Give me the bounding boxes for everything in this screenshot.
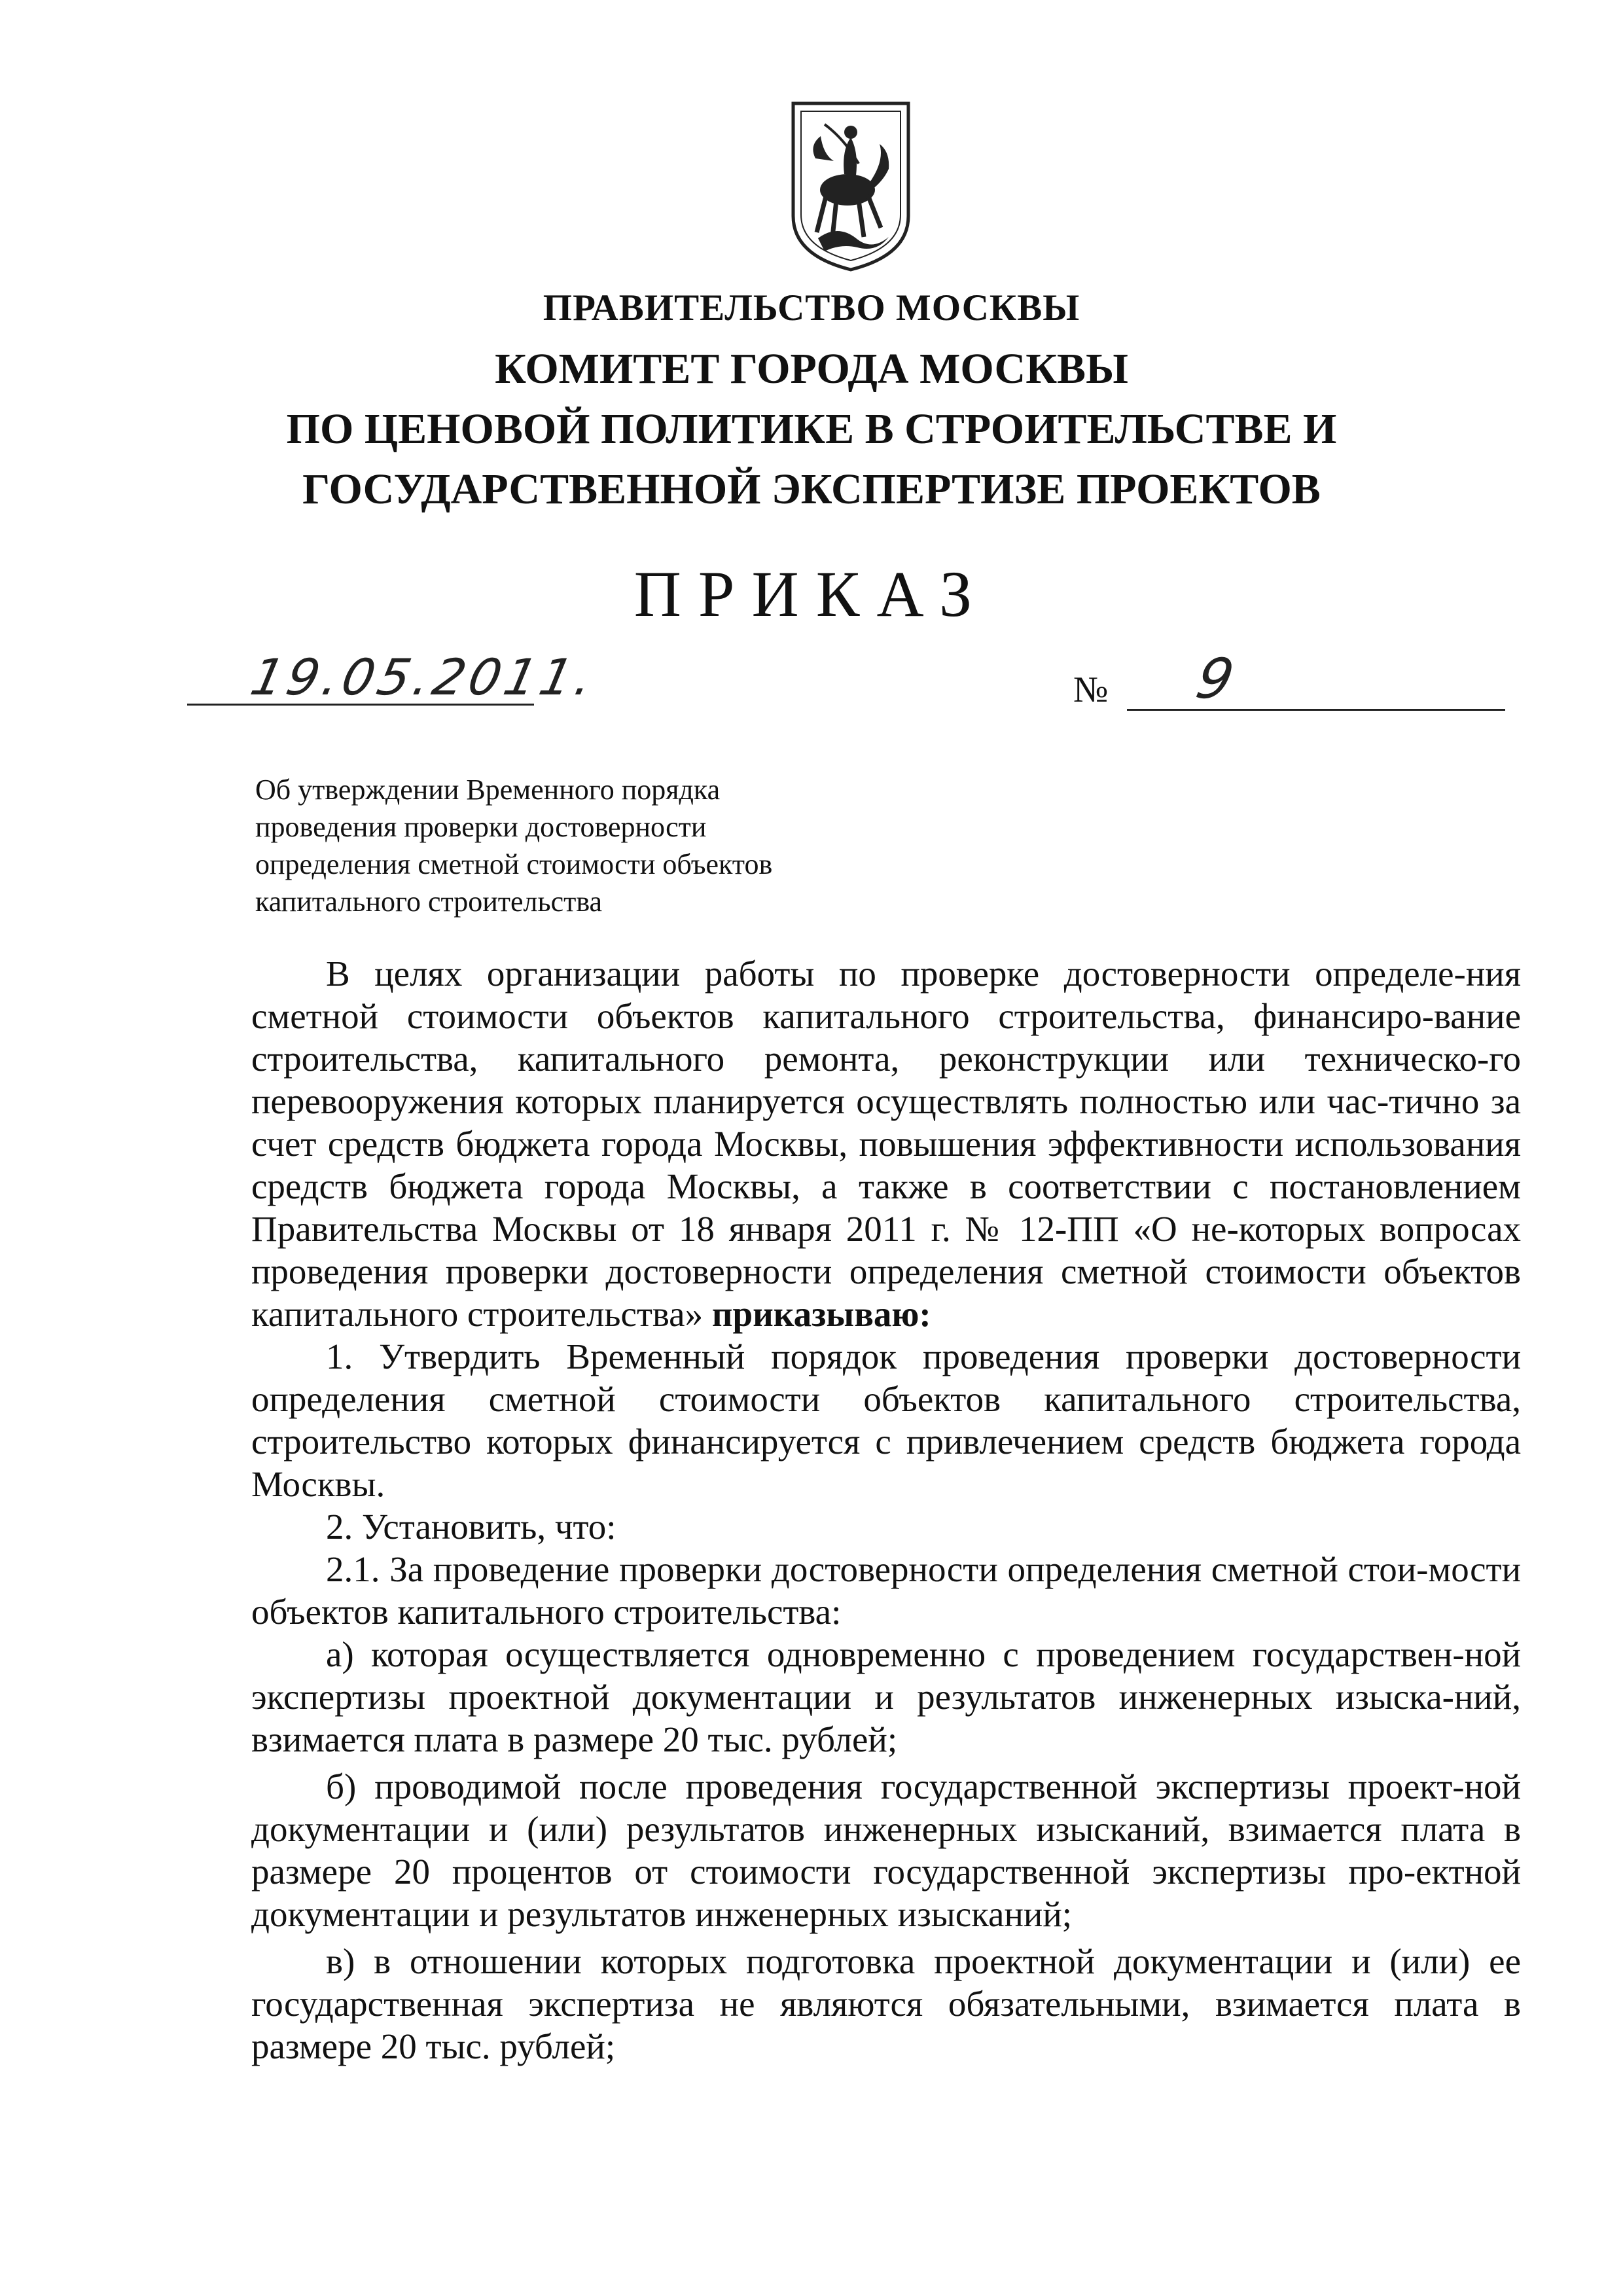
handwritten-date: 19.05.2011. xyxy=(245,648,602,706)
subject-line: Об утверждении Временного порядка xyxy=(255,774,721,806)
handwritten-number: 9 xyxy=(1190,647,1240,711)
moscow-coat-of-arms-emblem xyxy=(785,98,916,275)
subject-line: проведения проверки достоверности xyxy=(255,811,707,843)
government-title: ПРАВИТЕЛЬСТВО МОСКВЫ xyxy=(543,287,1080,329)
date-underline xyxy=(187,704,534,706)
number-underline xyxy=(1127,709,1505,711)
clause-2-1-a: а) которая осуществляется одновременно с проведением государствен-ной экспертизы проектной документации и результатов инженерных изыска-ний, взимается плата в размере 20 тыс. рублей; xyxy=(251,1634,1521,1759)
order-body xyxy=(251,952,1521,2068)
subject-line: капитального строительства xyxy=(255,886,603,918)
committee-title-line: ГОСУДАРСТВЕННОЙ ЭКСПЕРТИЗЕ ПРОЕКТОВ xyxy=(302,465,1321,513)
number-label: № xyxy=(1073,670,1109,710)
preamble-paragraph xyxy=(251,952,1521,1335)
committee-title-line: ПО ЦЕНОВОЙ ПОЛИТИКЕ В СТРОИТЕЛЬСТВЕ И xyxy=(286,405,1337,453)
committee-title-line: КОМИТЕТ ГОРОДА МОСКВЫ xyxy=(495,345,1128,393)
subject-line: определения сметной стоимости объектов xyxy=(255,848,773,880)
clause-2-1-b: б) проводимой после проведения государственной экспертизы проект-ной документации и (или) результатов инженерных изысканий, взимается плата в размере 20 процентов от стоимости государственной экспертизы про-ектной документации и результатов инженерных изысканий; xyxy=(251,1767,1521,1934)
committee-title xyxy=(0,339,1623,520)
preamble-text: В целях организации работы по проверке достоверности определе-ния сметной стоимости объектов капитального строительства, финансиро-вание строительства, капитального ремонта, реконструкции или техническо-го перевооружения которых планируется осуществлять полностью или час-тично за счет средств бюджета города Москвы, повышения эффективности использования средств бюджета города Москвы, а также в соответствии с постановлением Правительства Москвы от 18 января 2011 г. № 12-ПП «О не-которых вопросах проведения проверки достоверности определения сметной стоимости объектов капитального строительства» xyxy=(251,954,1521,1334)
order-subject xyxy=(255,771,772,920)
document-type-title: ПРИКАЗ xyxy=(633,558,990,630)
clause-2: 2. Установить, что: xyxy=(326,1507,616,1547)
clause-1: 1. Утвердить Временный порядок проведения проверки достоверности определения сметной стоимости объектов капитального строительства, строительство которых финансируется с привлечением средств бюджета города Москвы. xyxy=(251,1336,1521,1504)
order-directive: приказываю: xyxy=(711,1294,931,1334)
clause-2-1-v: в) в отношении которых подготовка проектной документации и (или) ее государственная экспертиза не являются обязательными, взимается плата в размере 20 тыс. рублей; xyxy=(251,1941,1521,2066)
clause-2-1: 2.1. За проведение проверки достоверности определения сметной стои-мости объектов капитального строительства: xyxy=(251,1549,1521,1632)
